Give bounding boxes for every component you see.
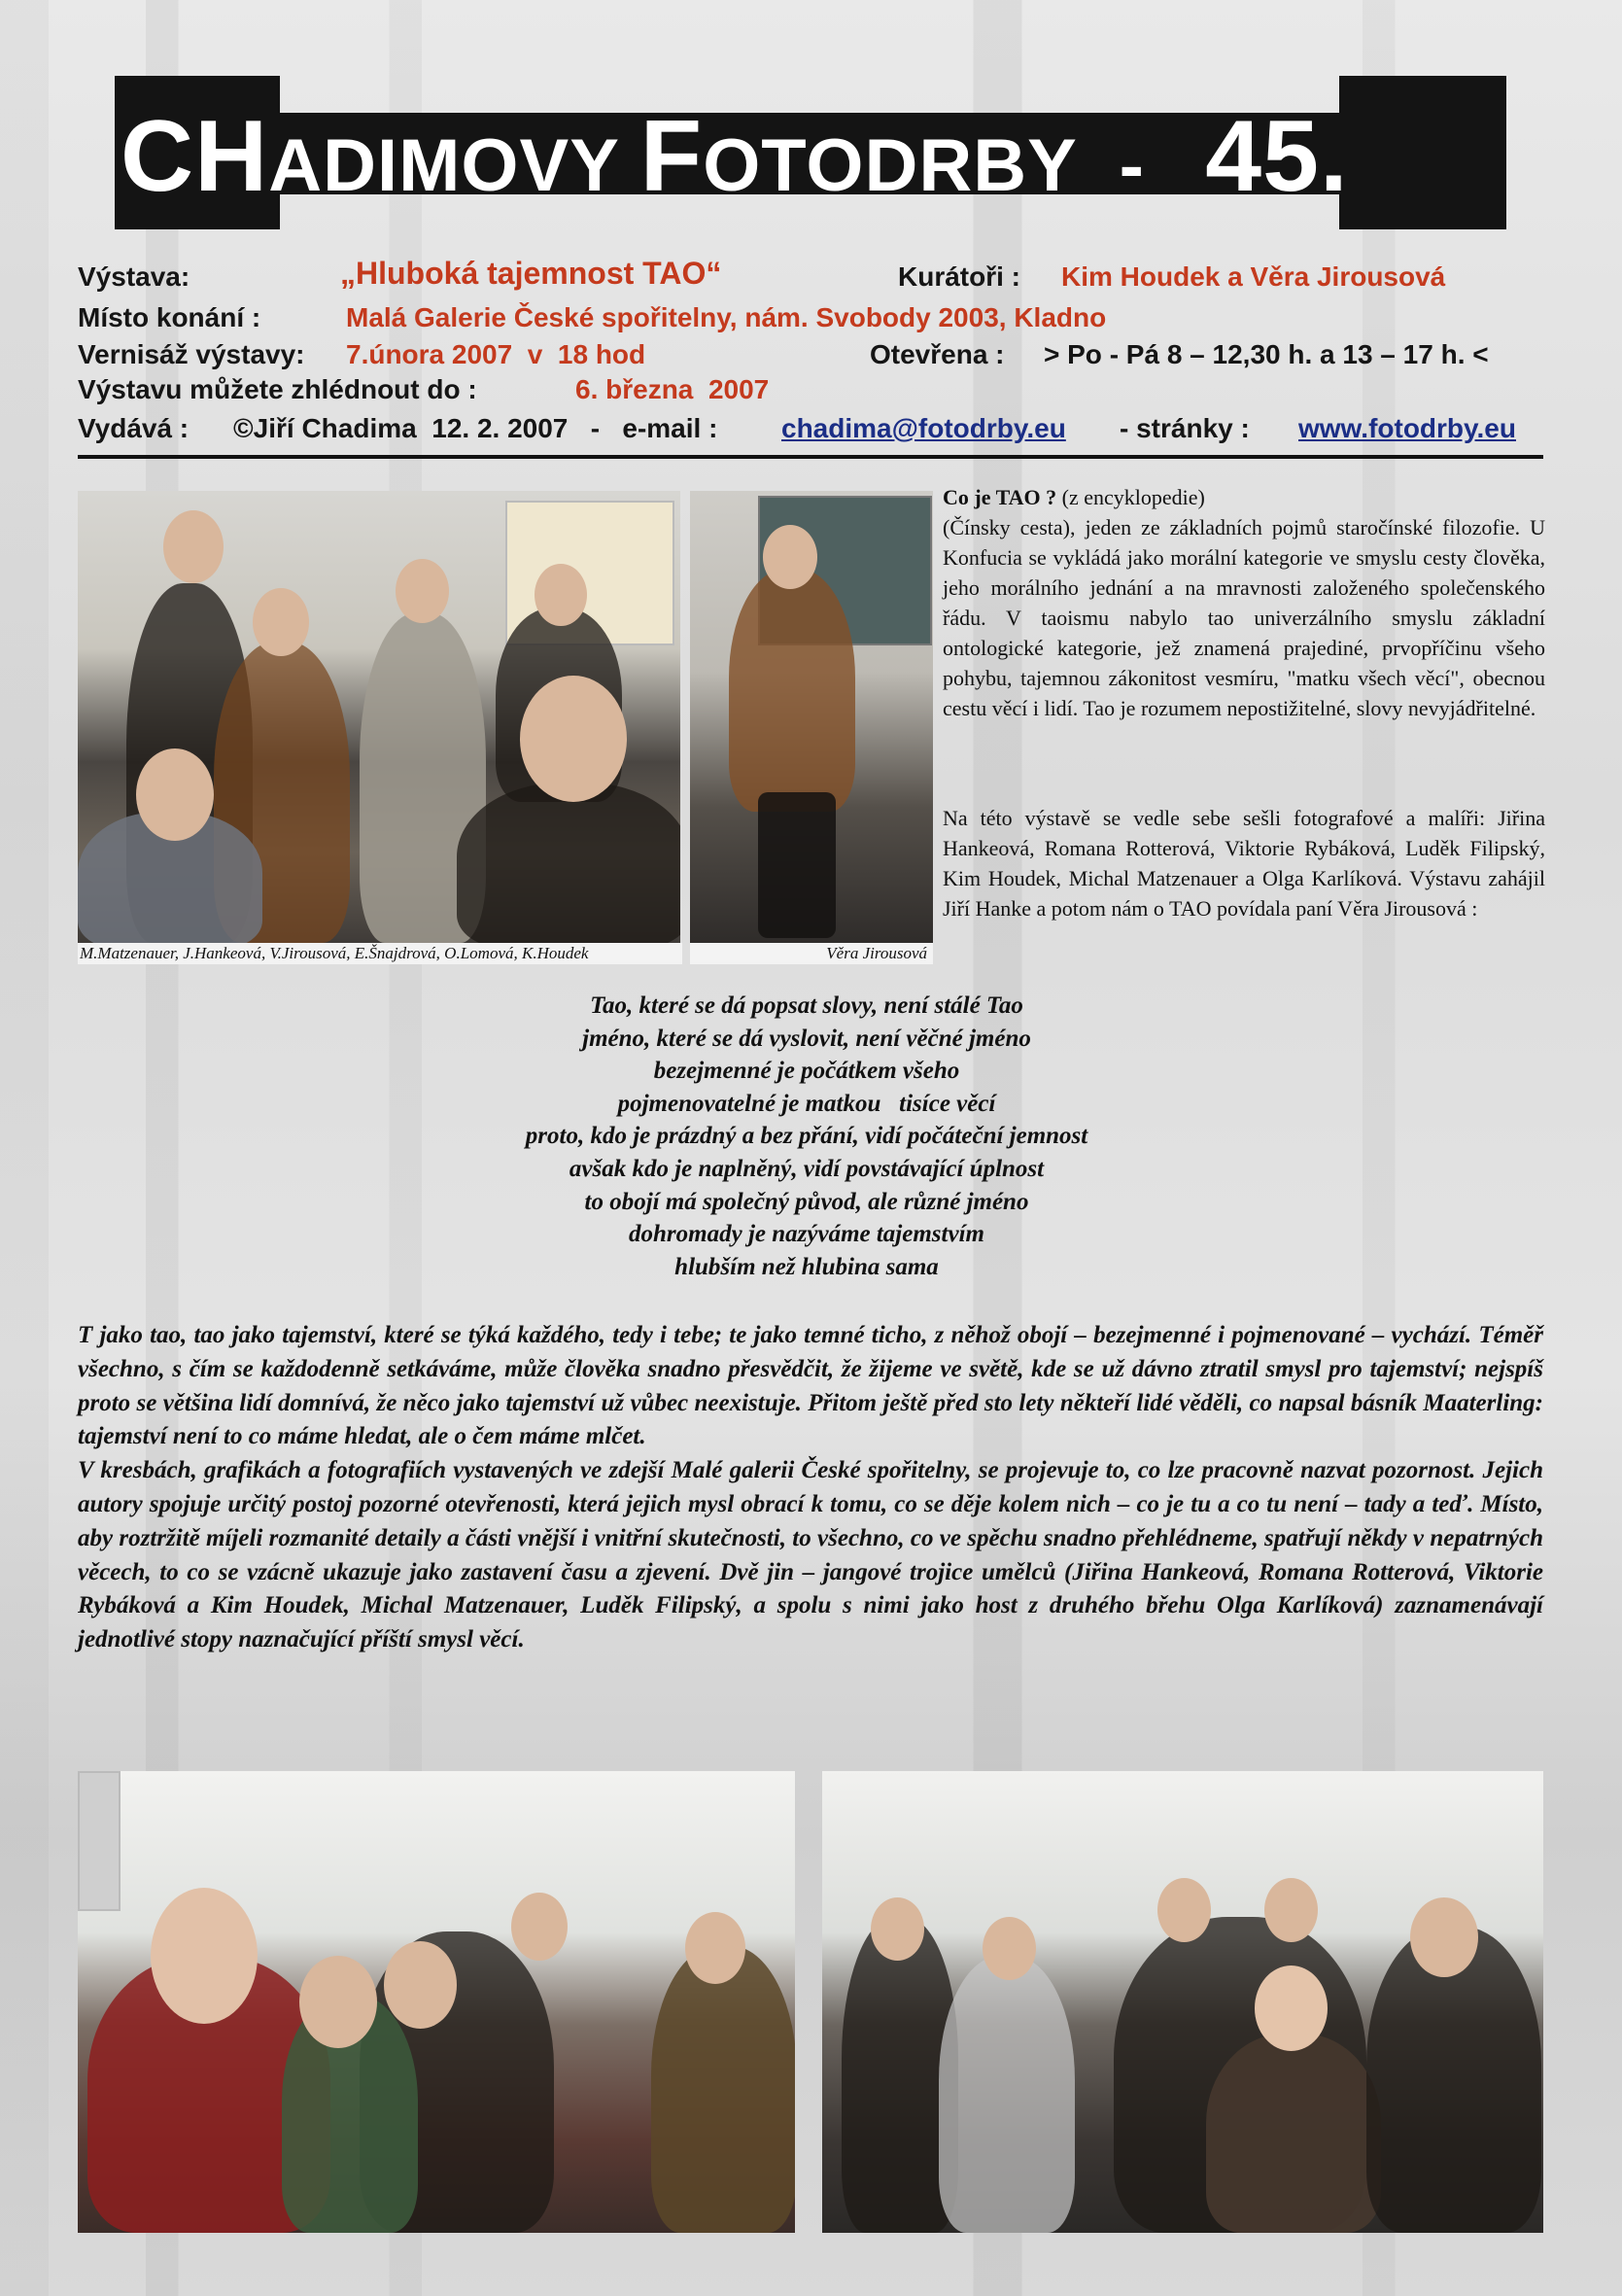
encyclopedia-text: (Čínsky cesta), jeden ze základních pojmů staročínské filozofie. U Konfucia se vykládá jako morální kategorie ve smyslu cesty člověka, jeho morálního jednání a na mravnosti založeného společenského řádu. V taoismu nabylo tao univerzálního smyslu základní ontologické kategorie, jež znamená prajediné, prvopříčinu všeho pohybu, tajemnou zákonitost vesmíru, "matku všech věcí", obecnou cestu věcí i lidí. Tao je rozumem nepostižitelné, slovy nevyjádřitelné.	[943, 515, 1545, 720]
person-face	[1255, 1966, 1328, 2051]
encyclopedia-heading: Co je TAO ?	[943, 485, 1057, 509]
zhlednout-label: Výstavu můžete zhlédnout do :	[78, 374, 477, 404]
vystava-value: „Hluboká tajemnost TAO“	[340, 256, 722, 291]
poem-line: avšak kdo je naplněný, vidí povstávající úplnost	[569, 1155, 1045, 1182]
person-face	[763, 525, 817, 589]
masthead	[115, 76, 1506, 229]
title-f: F	[639, 100, 704, 213]
poem-line: pojmenovatelné je matkou tisíce věcí	[617, 1090, 996, 1117]
person-face	[511, 1893, 568, 1961]
poem-line: Tao, které se dá popsat slovy, není stálé Tao	[590, 992, 1023, 1019]
person-face	[685, 1912, 745, 1984]
person-face	[253, 588, 309, 656]
vydava-label: Vydává :	[78, 413, 190, 443]
title-adimovy: ADIMOVY	[268, 124, 640, 207]
person-face	[151, 1888, 258, 2024]
person-legs	[758, 792, 836, 938]
person-figure	[651, 1946, 795, 2233]
kuratori-label: Kurátoři :	[898, 261, 1020, 292]
person-face	[163, 510, 224, 583]
vernisaz-value: 7.února 2007 v 18 hod	[346, 339, 646, 369]
person-face	[1264, 1878, 1318, 1942]
poem-line: hlubším než hlubina sama	[674, 1253, 939, 1280]
email-link[interactable]: chadima@fotodrby.eu	[781, 413, 1066, 443]
otevrena-label: Otevřena :	[870, 339, 1005, 369]
web-link[interactable]: www.fotodrby.eu	[1298, 413, 1516, 443]
kuratori-value: Kim Houdek a Věra Jirousová	[1061, 261, 1446, 292]
article-paragraph: T jako tao, tao jako tajemství, které se týká každého, tedy i tebe; te jako temné ticho, z něhož obojí – bezejmenné i pojmenované – vychází. Téměř všechno, s čím se každodenně setkáváme, může člověka snadno přesvědčit, že žijeme ve světě, kde se už dávno ztratil smysl pro tajemství; nejspíš proto se většina lidí domnívá, že něco jako tajemství už vůbec neexistuje. Přitom ještě před sto lety někteří lidé věděli, co napsal básník Maaterling: tajemství není to co máme hledat, ale o čem máme mlčet.	[78, 1322, 1543, 1450]
encyclopedia-column	[943, 482, 1545, 723]
stranky-label: - stránky :	[1120, 413, 1250, 443]
person-face	[136, 748, 214, 841]
person-figure	[729, 569, 855, 812]
photo-vernissage-crowd-right	[822, 1771, 1543, 2233]
wall-frame	[78, 1771, 121, 1911]
issue-number: 45.	[1205, 100, 1349, 213]
poem-line: bezejmenné je počátkem všeho	[653, 1058, 960, 1085]
caption-vera-photo: Věra Jirousová	[690, 943, 933, 964]
person-face	[871, 1897, 924, 1961]
photo-vernissage-crowd-left	[78, 1771, 795, 2233]
person-figure	[1206, 2034, 1381, 2233]
person-face	[983, 1917, 1036, 1980]
vydava-value: ©Jiří Chadima 12. 2. 2007 - e-mail :	[233, 413, 718, 443]
zhlednout-value: 6. března 2007	[575, 374, 770, 404]
person-face	[1410, 1897, 1478, 1977]
otevrena-value: > Po - Pá 8 – 12,30 h. a 13 – 17 h. <	[1044, 339, 1489, 369]
article-paragraph: V kresbách, grafikách a fotografiích vystavených ve zdejší Malé galerii České spořitelny, se projevuje to, co lze pracovně nazvat pozornost. Jejich autory spojuje určitý postoj pozorné otevřenosti, která jejich mysl obrací k tomu, co se děje kolem nich – co je tu a co tu není – tady a teď. Místo, aby roztržitě míjeli rozmanité detaily a části vnější i vnitřní skutečnosti, to všechno, co ve spěchu snadno přehlédneme, spatřují někdy v nepatrných věcech, to co se vzácně ukazuje jako zastavení času a zjevení. Dvě jin – jangové trojice umělců (Jiřina Hankeová, Romana Rotterová, Viktorie Rybáková a Kim Houdek, Michal Matzenauer, Luděk Filipský, a spolu s nimi jako host z druhého břehu Olga Karlíková) zaznamenávají jednotlivé stopy naznačující příští smysl věcí.	[78, 1457, 1543, 1653]
poem-line: jméno, které se dá vyslovit, není věčné jméno	[582, 1025, 1031, 1052]
exhibitors-text: Na této výstavě se vedle sebe sešli fotografové a malíři: Jiřina Hankeová, Romana Rotterová, Viktorie Rybáková, Luděk Filipský, Kim Houdek, Michal Matzenauer a Olga Karlíková. Výstavu zahájil Jiří Hanke a potom nám o TAO povídala paní Věra Jirousová :	[943, 806, 1545, 921]
tao-poem	[292, 990, 1322, 1283]
misto-value: Malá Galerie České spořitelny, nám. Svobody 2003, Kladno	[346, 302, 1107, 332]
photo-group-artists	[78, 491, 680, 943]
person-face	[1157, 1878, 1211, 1942]
person-face	[396, 559, 449, 623]
photo-vera-jirousova	[690, 491, 933, 943]
person-figure	[457, 783, 680, 943]
person-figure	[939, 1956, 1075, 2233]
poem-line: dohromady je nazýváme tajemstvím	[629, 1221, 984, 1248]
person-face	[535, 564, 587, 626]
vernisaz-label: Vernisáž výstavy:	[78, 339, 305, 369]
encyclopedia-note: (z encyklopedie)	[1056, 485, 1205, 509]
article-body	[78, 1319, 1543, 1657]
misto-label: Místo konání :	[78, 302, 261, 332]
caption-group-photo: M.Matzenauer, J.Hankeová, V.Jirousová, E.Šnajdrová, O.Lomová, K.Houdek	[78, 943, 682, 964]
poem-line: to obojí má společný původ, ale různé jméno	[584, 1188, 1029, 1215]
title-ch: CH	[121, 100, 269, 213]
exhibitors-column	[943, 803, 1545, 923]
person-face	[299, 1956, 377, 2048]
person-face	[384, 1941, 457, 2029]
poem-line: proto, kdo je prázdný a bez přání, vidí počáteční jemnost	[525, 1123, 1088, 1150]
title-separator: -	[1076, 124, 1189, 207]
vystava-label: Výstava:	[78, 261, 190, 292]
person-face	[520, 676, 627, 802]
page-title	[115, 93, 1512, 220]
title-otodrby: OTODRBY	[703, 124, 1077, 207]
header-divider	[78, 455, 1543, 459]
